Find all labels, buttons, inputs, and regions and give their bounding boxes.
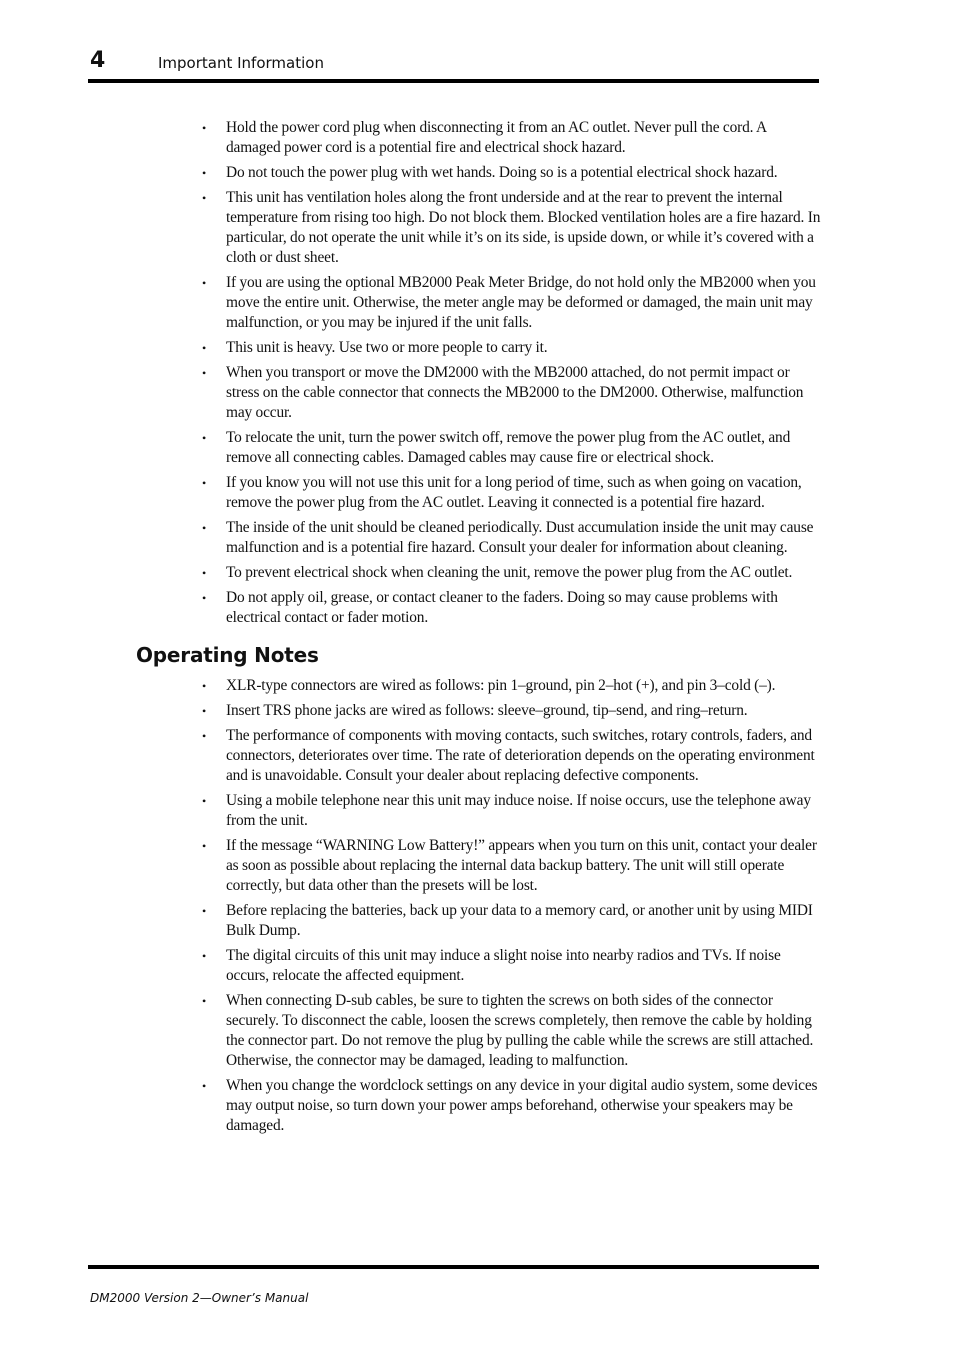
list-item-text: Do not apply oil, grease, or contact cleaner to the faders. Doing so may cause problems with electrical contact or fader motion. [226, 589, 778, 626]
bullet-icon: • [202, 679, 207, 693]
list-item [200, 701, 822, 721]
bullet-icon: • [202, 566, 207, 580]
list-item [200, 363, 822, 423]
list-item-text: Using a mobile telephone near this unit may induce noise. If noise occurs, use the telephone away from the unit. [226, 792, 811, 829]
list-item [200, 676, 822, 696]
list-item-text: The digital circuits of this unit may induce a slight noise into nearby radios and TVs. If noise occurs, relocate the affected equipment. [226, 947, 781, 984]
list-item [200, 991, 822, 1071]
safety-list [200, 118, 822, 628]
list-item-text: If you are using the optional MB2000 Peak Meter Bridge, do not hold only the MB2000 when you move the entire unit. Otherwise, the meter angle may be deformed or damaged, the main unit may malfunction, or you may be injured if the unit falls. [226, 274, 816, 331]
bullet-icon: • [202, 591, 207, 605]
list-item [200, 473, 822, 513]
list-item [200, 163, 822, 183]
bullet-icon: • [202, 476, 207, 490]
bullet-icon: • [202, 949, 207, 963]
list-item [200, 188, 822, 268]
list-item [200, 428, 822, 468]
list-item [200, 518, 822, 558]
list-item-text: When connecting D-sub cables, be sure to tighten the screws on both sides of the connector securely. To disconnect the cable, loosen the screws completely, then remove the cable by holding the connector part. Do not remove the plug by pulling the cable while the screws are still attached. Otherwise, the connector may be damaged, leading to malfunction. [226, 992, 814, 1069]
list-item-text: If the message “WARNING Low Battery!” appears when you turn on this unit, contact your dealer as soon as possible about replacing the internal data backup battery. The unit will still operate correctly, but data other than the presets will be lost. [226, 837, 817, 894]
page-number: 4 [90, 48, 106, 73]
list-item-text: Before replacing the batteries, back up your data to a memory card, or another unit by using MIDI Bulk Dump. [226, 902, 813, 939]
list-item-text: XLR-type connectors are wired as follows: pin 1–ground, pin 2–hot (+), and pin 3–cold (–). [226, 677, 776, 694]
list-item-text: This unit is heavy. Use two or more people to carry it. [226, 339, 548, 356]
list-item [200, 588, 822, 628]
list-item [200, 946, 822, 986]
list-item [200, 726, 822, 786]
bullet-icon: • [202, 729, 207, 743]
list-item [200, 118, 822, 158]
operating-notes-heading: Operating Notes [136, 643, 319, 667]
bullet-icon: • [202, 904, 207, 918]
bullet-icon: • [202, 1079, 207, 1093]
list-item-text: When you transport or move the DM2000 with the MB2000 attached, do not permit impact or stress on the cable connector that connects the MB2000 to the DM2000. Otherwise, malfunction may occur. [226, 364, 804, 421]
list-item [200, 901, 822, 941]
main-content [136, 118, 822, 1141]
list-item-text: Do not touch the power plug with wet hands. Doing so is a potential electrical shock hazard. [226, 164, 778, 181]
header-rule [88, 79, 819, 83]
list-item-text: If you know you will not use this unit for a long period of time, such as when going on vacation, remove the power plug from the AC outlet. Leaving it connected is a potential fire hazard. [226, 474, 802, 511]
bullet-icon: • [202, 704, 207, 718]
bullet-icon: • [202, 521, 207, 535]
bullet-icon: • [202, 341, 207, 355]
list-item-text: When you change the wordclock settings on any device in your digital audio system, some devices may output noise, so turn down your power amps beforehand, otherwise your speakers may be damaged. [226, 1077, 818, 1134]
page-footer: DM2000 Version 2—Owner’s Manual [90, 1291, 309, 1305]
footer-rule [88, 1265, 819, 1269]
bullet-icon: • [202, 366, 207, 380]
list-item-text: This unit has ventilation holes along the front underside and at the rear to prevent the internal temperature from rising too high. Do not block them. Blocked ventilation holes are a fire hazard. In particular, do not operate the unit while it’s on its side, is upside down, or while it’s covered with a cloth or dust sheet. [226, 189, 821, 266]
list-item [200, 338, 822, 358]
operating-notes-list [200, 676, 822, 1136]
list-item-text: Hold the power cord plug when disconnecting it from an AC outlet. Never pull the cord. A damaged power cord is a potential fire and electrical shock hazard. [226, 119, 767, 156]
bullet-icon: • [202, 431, 207, 445]
list-item-text: The inside of the unit should be cleaned periodically. Dust accumulation inside the unit may cause malfunction and is a potential fire hazard. Consult your dealer for information about cleaning. [226, 519, 814, 556]
bullet-icon: • [202, 166, 207, 180]
list-item [200, 273, 822, 333]
list-item [200, 836, 822, 896]
bullet-icon: • [202, 276, 207, 290]
bullet-icon: • [202, 794, 207, 808]
list-item [200, 791, 822, 831]
list-item [200, 1076, 822, 1136]
bullet-icon: • [202, 839, 207, 853]
bullet-icon: • [202, 121, 207, 135]
list-item-text: Insert TRS phone jacks are wired as follows: sleeve–ground, tip–send, and ring–return. [226, 702, 748, 719]
list-item-text: To prevent electrical shock when cleaning the unit, remove the power plug from the AC outlet. [226, 564, 793, 581]
bullet-icon: • [202, 994, 207, 1008]
running-section-title: Important Information [158, 54, 324, 72]
list-item-text: To relocate the unit, turn the power switch off, remove the power plug from the AC outlet, and remove all connecting cables. Damaged cables may cause fire or electrical shock. [226, 429, 791, 466]
list-item [200, 563, 822, 583]
bullet-icon: • [202, 191, 207, 205]
list-item-text: The performance of components with moving contacts, such switches, rotary controls, faders, and connectors, deteriorates over time. The rate of deterioration depends on the operating environment and is unavoidable. Consult your dealer about replacing defective components. [226, 727, 815, 784]
